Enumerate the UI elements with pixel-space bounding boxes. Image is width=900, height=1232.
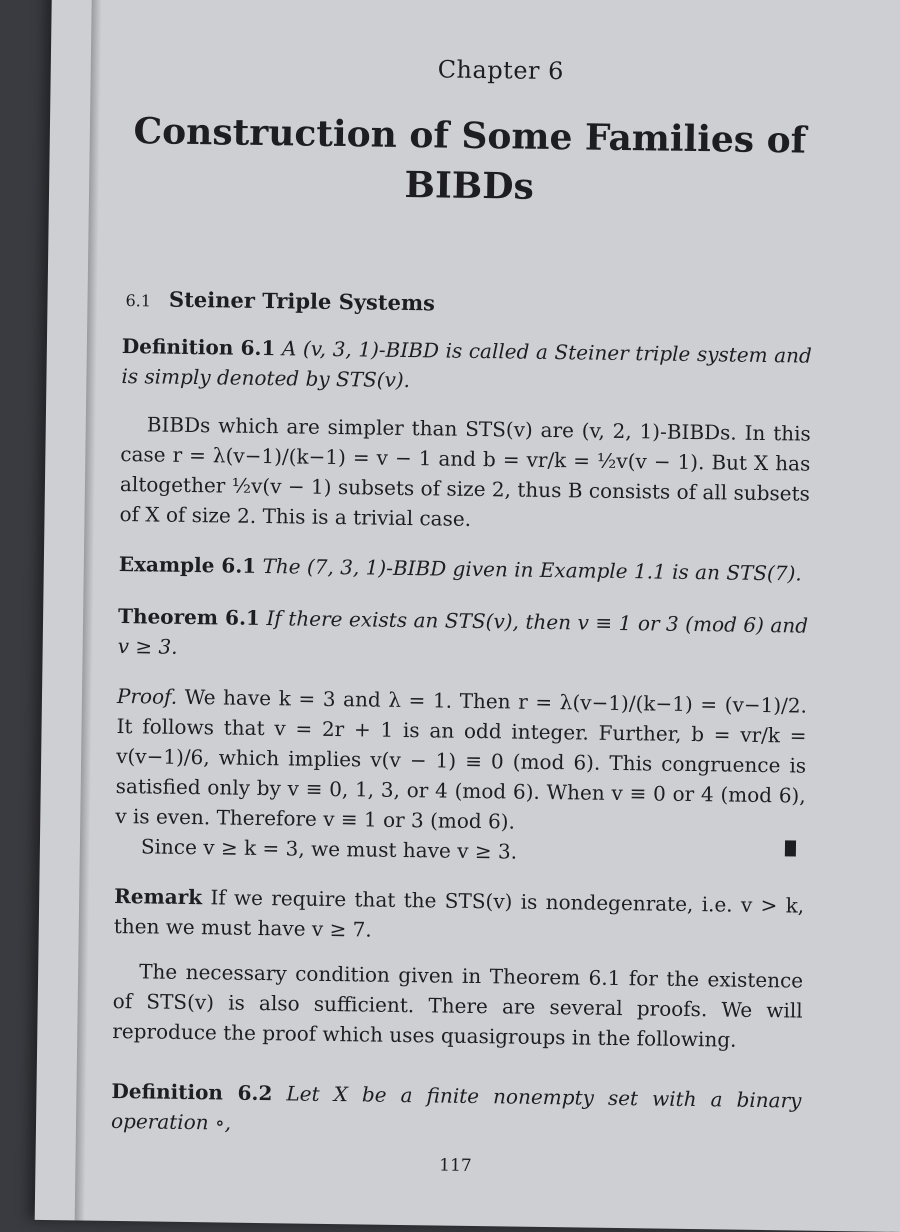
chapter-title (109, 106, 830, 216)
theorem-6-1-text: If there exists an STS(v), then v ≡ 1 or 3 (mod 6) and v ≥ 3. (117, 606, 809, 659)
definition-6-1-text: A (v, 3, 1)-BIBD is called a Steiner triple system and is simply denoted by STS(v). (121, 336, 812, 393)
definition-6-2-text: Let X be a finite nonempty set with a binary operation ∘, (110, 1081, 802, 1135)
paragraph-trivial-case: BIBDs which are simpler than STS(v) are (v, 2, 1)-BIBDs. In this case r = λ(v−1)/(k−1) = v − 1 and b = vr/k = ½v(v − 1). But X has altogether ½v(v − 1) subsets of size 2, thus B consists of all subsets of X of size 2. This is a trivial case. (119, 412, 811, 531)
example-6-1-text: The (7, 3, 1)-BIBD given in Example 1.1 is an STS(7). (262, 553, 802, 586)
book-page (35, 0, 900, 1232)
definition-6-1 (121, 331, 812, 401)
definition-6-2 (111, 1076, 802, 1146)
chapter-label: Chapter 6 (437, 55, 565, 86)
remark-text: If we require that the STS(v) is nondegenrate, i.e. v > k, then we must have v ≥ 7. (113, 885, 805, 942)
remark (114, 881, 805, 951)
proof-label: Proof. (116, 683, 178, 709)
page-number: 117 (439, 1155, 472, 1176)
example-6-1 (119, 549, 809, 589)
definition-6-1-label: Definition 6.1 (121, 334, 276, 361)
section-title: Steiner Triple Systems (168, 286, 436, 316)
section-heading (125, 286, 435, 315)
proof-conclusion: Since v ≥ k = 3, we must have v ≥ 3. (140, 834, 518, 864)
proof (115, 681, 807, 841)
section-number: 6.1 (125, 291, 152, 311)
chapter-title-line-1: Construction of Some Families of (133, 110, 807, 162)
definition-6-2-label: Definition 6.2 (111, 1078, 273, 1106)
remark-label: Remark (114, 883, 203, 910)
chapter-title-line-2: BIBDs (404, 163, 535, 208)
paragraph-sufficiency: The necessary condition given in Theorem 6.1 for the existence of STS(v) is also sufficient. There are several proofs. We will reproduce the proof which uses quasigroups in the following. (112, 959, 804, 1052)
example-6-1-label: Example 6.1 (118, 551, 257, 578)
theorem-6-1-label: Theorem 6.1 (117, 603, 261, 630)
theorem-6-1 (117, 601, 808, 671)
page-fold-shadow (75, 0, 102, 1221)
qed-symbol (785, 840, 796, 856)
proof-text: We have k = 3 and λ = 1. Then r = λ(v−1)/(k−1) = (v−1)/2. It follows that v = 2r + 1 is an odd integer. Further, b = vr/k = v(v−1)/6, which implies v(v − 1) ≡ 0 (mod 6). This congruence is satisfied only by v ≡ 0, 1, 3, or 4 (mod 6). When v ≡ 0 or 4 (mod 6), v is even. Therefore v ≡ 1 or 3 (mod 6). (115, 684, 808, 834)
